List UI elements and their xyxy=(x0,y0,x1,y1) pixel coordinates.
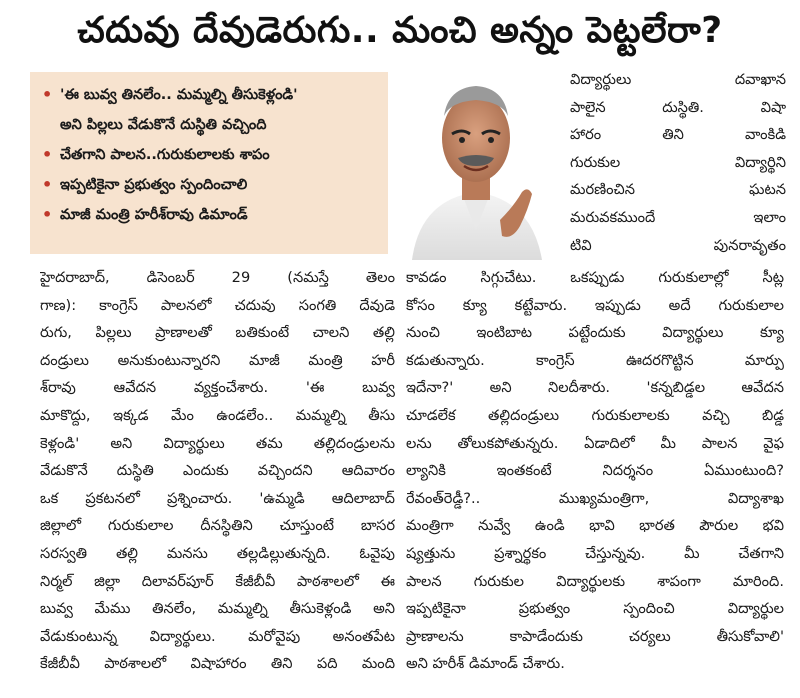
bullet-icon: • xyxy=(42,145,53,164)
text-line: ఒక ప్రకటనలో ప్రశ్నించారు. 'ఉమ్మడి ఆదిలాబాద్ xyxy=(40,489,395,507)
text-line: కెళ్లండి' అని విద్యార్థులు తమ తల్లిదండ్రులను xyxy=(40,434,395,452)
person-photo xyxy=(402,70,550,260)
text-line: మరణించిన ఘటన xyxy=(570,181,786,199)
text-line: కడుతున్నారు. కాంగ్రెస్ ఊదరగొట్టిన మార్పు xyxy=(406,351,784,369)
right-column xyxy=(406,264,784,678)
text-line: హారం తిని వాంకిడి xyxy=(570,126,786,144)
text-line: రుగు, పిల్లలు ప్రాణాలతో బతికుంటే చాలని తల్లి xyxy=(40,324,395,342)
text-line: జిల్లాలో గురుకులాల దీనస్థితిని చూస్తుంటే బాసర xyxy=(40,517,395,535)
bullet-icon: • xyxy=(42,175,53,194)
text-line: సరస్వతి తల్లి మనసు తల్లడిల్లుతున్నది. ఓవైపు xyxy=(40,544,395,562)
highlight-item: • చేతగాని పాలన..గురుకులాలకు శాపం xyxy=(38,140,380,170)
text-line: ఇదేనా?' అని నిలదీశారు. 'కన్నబిడ్డల ఆవేదన xyxy=(406,379,784,397)
text-line: హైదరాబాద్, డిసెంబర్ 29 (నమస్తే తెలం xyxy=(40,269,395,286)
text-line: మంత్రిగా నువ్వే ఉండి భావి భారత పౌరుల భవి xyxy=(406,517,784,535)
text-line: పాలైన దుస్థితి. విషా xyxy=(570,98,786,116)
bullet-icon: • xyxy=(42,85,53,104)
text-line: వేడుకొనే దుస్థితి ఎందుకు వచ్చిందని ఆదివారం xyxy=(40,462,395,480)
text-line: చూడలేక తల్లిదండ్రులు గురుకులాలకు వచ్చి బిడ్డ xyxy=(406,406,784,424)
text-line: లను తోలుకపోతున్నరు. ఏడాదిలో మీ పాలన వైఫ xyxy=(406,434,784,452)
text-line: ల్యానికి ఇంతకంటే నిదర్శనం ఏముంటుంది? xyxy=(406,462,784,480)
text-line: కావడం సిగ్గుచేటు. ఒకప్పుడు గురుకులాల్లో సీట్ల xyxy=(406,269,784,286)
text-line: గాణ): కాంగ్రెస్ పాలనలో చదువు సంగతి దేవుడె xyxy=(40,296,395,314)
headline: చదువు దేవుడెరుగు.. మంచి అన్నం పెట్టలేరా? xyxy=(77,10,723,51)
text-line: దండ్రులు అనుకుంటున్నారని మాజీ మంత్రి హరీ xyxy=(40,351,395,369)
text-line: పాలన గురుకుల విద్యార్థులకు శాపంగా మారింది. xyxy=(406,572,784,590)
text-line: టివి పునరావృతం xyxy=(570,236,786,254)
person-photo-icon xyxy=(402,70,550,260)
highlight-item: • మాజీ మంత్రి హరీశ్‌రావు డిమాండ్ xyxy=(38,200,380,230)
text-line: వేడుకుంటున్న విద్యార్థులు. మరోవైపు అనంతపేట xyxy=(40,627,395,645)
text-line: అని హరీశ్ డిమాండ్ చేశారు. xyxy=(406,655,565,673)
bullet-icon: • xyxy=(42,205,53,224)
text-line: నిర్మల్ జిల్లా దిలావర్‌పూర్ కేజీబీవీ పాఠశాలలో ఈ xyxy=(40,572,395,590)
text-line: ప్రాణాలను కాపాడేందుకు చర్యలు తీసుకోవాలి' xyxy=(406,627,784,645)
text-line: మరువకముందే ఇలాం xyxy=(570,208,786,226)
highlights-box xyxy=(30,72,388,254)
text-line: ష్యత్తును ప్రశ్నార్థకం చేస్తున్నవు. మీ చేతగాని xyxy=(406,544,784,562)
text-line: శ్‌రావు ఆవేదన వ్యక్తంచేశారు. 'ఈ బువ్వ xyxy=(40,379,395,397)
highlight-item: • 'ఈ బువ్వ తినలేం.. మమ్మల్ని తీసుకెళ్లండి' అని పిల్లలు వేడుకొనే దుస్థితి వచ్చింది xyxy=(38,80,380,140)
side-column xyxy=(570,66,786,259)
text-line: బువ్వ మేము తినలేం, మమ్మల్ని తీసుకెళ్లండి అని xyxy=(40,600,395,618)
text-line: రేవంత్‌రెడ్డీ?.. ముఖ్యమంత్రిగా, విద్యాశాఖ xyxy=(406,489,784,507)
text-line: ఇప్పటికైనా ప్రభుత్వం స్పందించి విద్యార్థుల xyxy=(406,600,784,618)
text-line: గురుకుల విద్యార్థిని xyxy=(570,153,786,171)
left-column xyxy=(40,264,395,678)
text-line: కోసం క్యూ కట్టేవారు. ఇప్పుడు అదే గురుకులాల xyxy=(406,296,784,314)
text-line: నుంచి ఇంటిబాట పట్టేందుకు విద్యార్థులు క్యూ xyxy=(406,324,784,342)
text-line: మాకొద్దు, ఇక్కడ మేం ఉండలేం.. మమ్మల్ని తీసు xyxy=(40,406,395,424)
text-line: కేజీబీవీ పాఠశాలలో విషాహారం తిని పది మంది xyxy=(40,655,395,673)
text-line: విద్యార్థులు దవాఖాన xyxy=(570,71,786,88)
highlight-item: • ఇప్పటికైనా ప్రభుత్వం స్పందించాలి xyxy=(38,170,380,200)
